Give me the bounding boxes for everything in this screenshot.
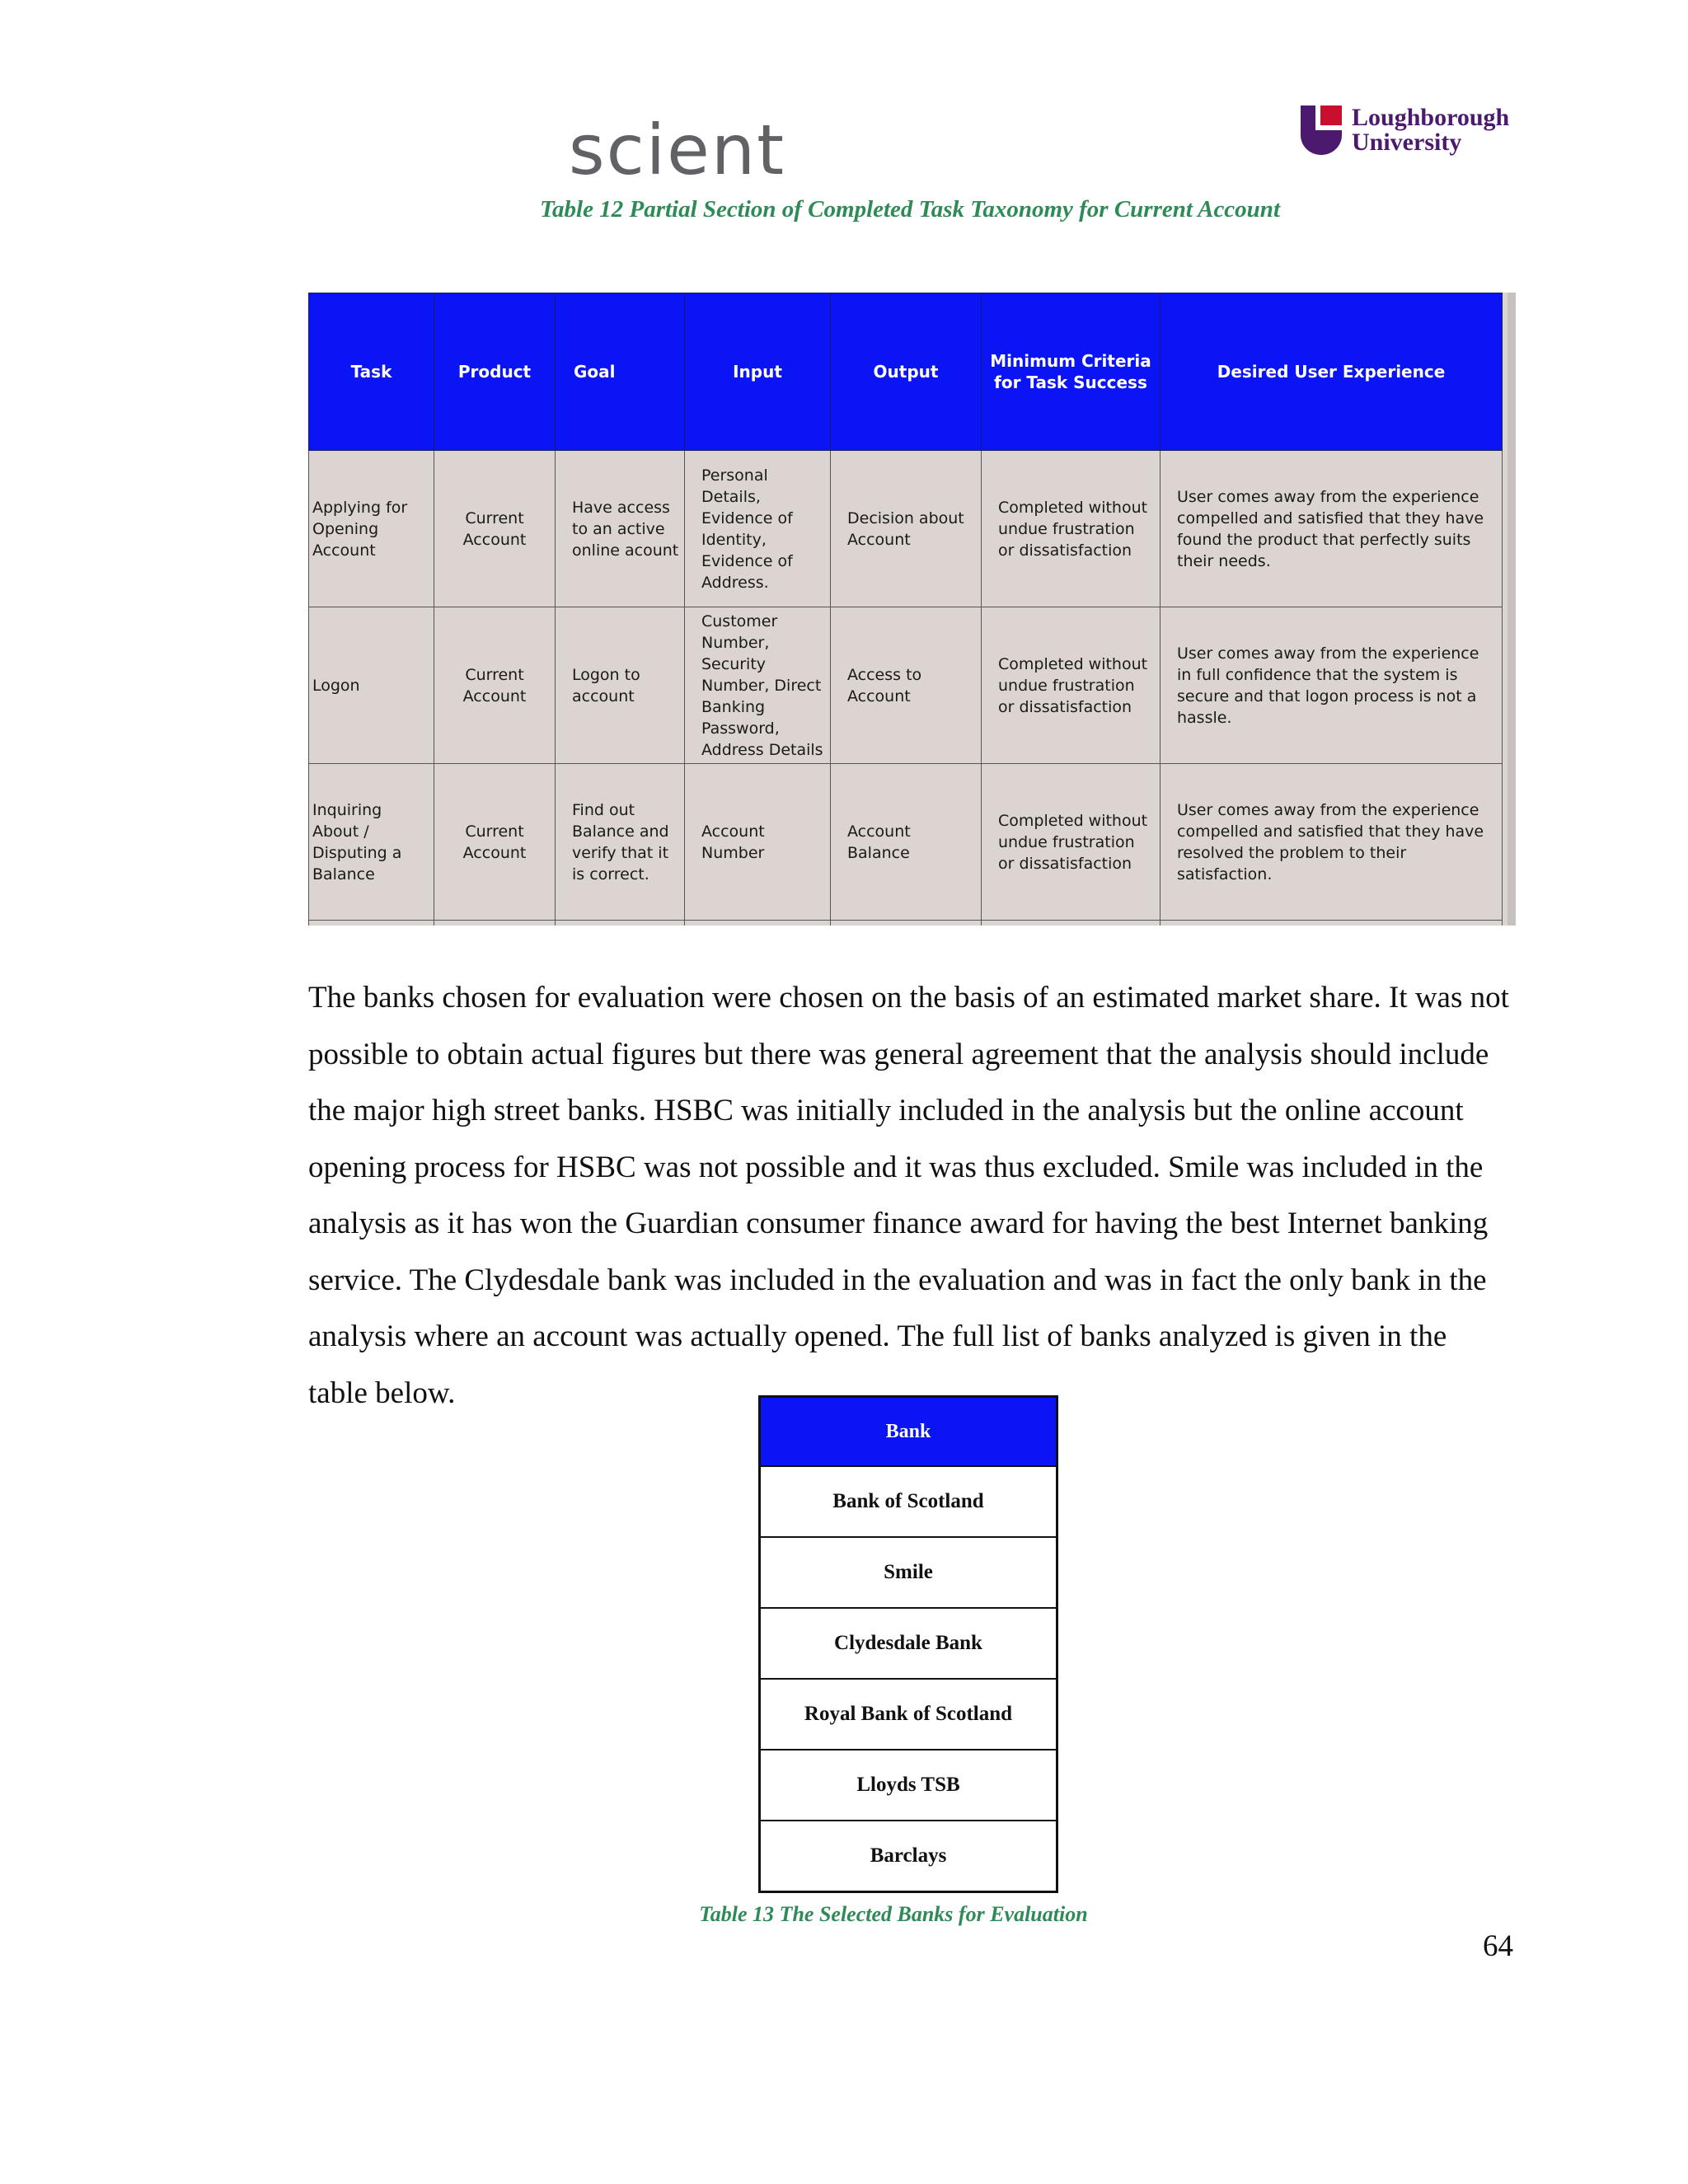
cell-product: Current Account [434, 764, 556, 921]
cell-task: Inquiring About / Disputing a Balance [309, 764, 434, 921]
table-row [760, 1821, 1057, 1892]
header-desired-user-experience: Desired User Experience [1160, 293, 1503, 451]
body-paragraph: The banks chosen for evaluation were chosen on the basis of an estimated market share. It was not possible to obtain actual figures but there was general agreement that the analysis should include the major high street banks. HSBC was initially included in the analysis but the online account opening process for HSBC was not possible and it was thus excluded. Smile was included in the analysis as it has won the Guardian consumer finance award for having the best Internet banking service. The Clydesdale bank was included in the evaluation and was in fact the only bank in the analysis where an account was actually opened. The full list of banks analyzed is given in the table below. [308, 981, 1509, 1410]
cell-product: Current Account [434, 607, 556, 764]
cell-goal: Find out Balance and verify that it is correct. [556, 764, 685, 921]
cell-input: Personal Details, Evidence of Identity, Evidence of Address. [685, 451, 831, 607]
table-row [760, 1608, 1057, 1679]
cell-goal: Logon to account [556, 607, 685, 764]
cell-experience: User comes away from the experience compelled and satisfied that they have resolved the problem to their satisfaction. [1160, 764, 1503, 921]
cell-output: Decision about Account [831, 451, 982, 607]
cell-criteria: Completed without undue frustration or dissatisfaction [982, 607, 1160, 764]
bank-cell: Barclays [760, 1821, 1057, 1892]
bank-cell: Lloyds TSB [760, 1750, 1057, 1821]
cell-task: Applying for Opening Account [309, 451, 434, 607]
loughborough-university-logo [1301, 105, 1509, 155]
table-13-caption: Table 13 The Selected Banks for Evaluation [699, 1902, 1088, 1926]
cell-goal: Have access to an active online acount [556, 451, 685, 607]
table-row [760, 1537, 1057, 1608]
cell-experience: User comes away from the experience in full confidence that the system is secure and that logon process is not a hassle. [1160, 607, 1503, 764]
header-minimum-criteria: Minimum Criteria for Task Success [982, 293, 1160, 451]
table-row [309, 764, 1503, 921]
bank-header: Bank [760, 1397, 1057, 1467]
header-input: Input [685, 293, 831, 451]
header-goal: Goal [556, 293, 685, 451]
cell-product: Current Account [434, 451, 556, 607]
table-row [760, 1679, 1057, 1750]
cell-input: Account Number [685, 764, 831, 921]
university-name-line2: University [1352, 129, 1462, 156]
header-product: Product [434, 293, 556, 451]
university-name-line1: Loughborough [1352, 104, 1510, 131]
cell-experience: User comes away from the experience compelled and satisfied that they have found the product that perfectly suits their needs. [1160, 451, 1503, 607]
table-12-caption: Table 12 Partial Section of Completed Task Taxonomy for Current Account [540, 196, 1280, 223]
bank-cell: Royal Bank of Scotland [760, 1679, 1057, 1750]
header-output: Output [831, 293, 982, 451]
task-taxonomy-table [308, 293, 1503, 926]
cell-task: Logon [309, 607, 434, 764]
table-row [309, 451, 1503, 607]
task-taxonomy-table-image [308, 293, 1516, 926]
table-row [760, 1750, 1057, 1821]
table-header-row [309, 293, 1503, 451]
bank-cell: Smile [760, 1537, 1057, 1608]
cell-criteria: Completed without undue frustration or dissatisfaction [982, 764, 1160, 921]
bank-cell: Bank of Scotland [760, 1466, 1057, 1537]
cell-criteria: Completed without undue frustration or dissatisfaction [982, 451, 1160, 607]
cell-output: Account Balance [831, 764, 982, 921]
table-row [760, 1466, 1057, 1537]
university-crest-icon [1301, 105, 1342, 155]
selected-banks-table [758, 1395, 1058, 1893]
cell-input: Customer Number, Security Number, Direct Banking Password, Address Details [685, 607, 831, 764]
table-row-partial [309, 921, 1503, 926]
cell-output: Access to Account [831, 607, 982, 764]
table-row [309, 607, 1503, 764]
page-number: 64 [1483, 1929, 1513, 1963]
header-task: Task [309, 293, 434, 451]
scient-logo: scient [568, 110, 785, 190]
bank-cell: Clydesdale Bank [760, 1608, 1057, 1679]
